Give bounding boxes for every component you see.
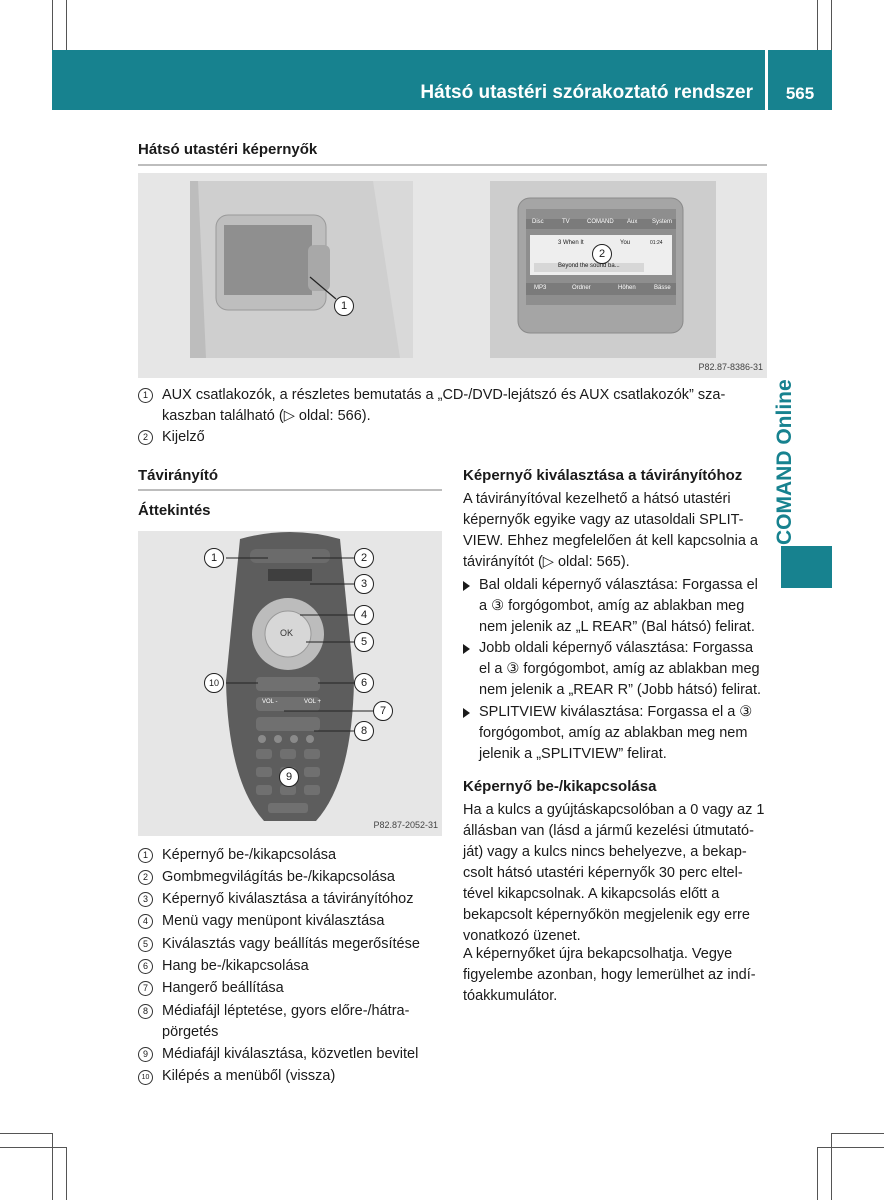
- text-line: forgógombot, amíg az ablakban meg nem: [479, 725, 748, 741]
- screen-tab: System: [652, 219, 673, 225]
- legend-item: [138, 934, 448, 955]
- legend-text: Hang be-/kikapcsolása: [162, 958, 309, 974]
- text-line: csolt hátsó utastéri képernyők 30 perc eltel-: [463, 865, 743, 881]
- callout-7: 7: [373, 701, 393, 721]
- legend-number: 7: [138, 981, 153, 996]
- legend-number: 8: [138, 1004, 153, 1019]
- side-tab-label: COMAND Online: [773, 379, 796, 545]
- screen-tab: TV: [562, 219, 570, 225]
- text-line: vonatkozó üzenet.: [463, 928, 581, 944]
- figure-code: P82.87-2052-31: [373, 820, 438, 830]
- crop-mark: [0, 1133, 52, 1134]
- legend-text: Médiafájl kiválasztása, közvetlen bevitel: [162, 1046, 419, 1062]
- text-line: Bal oldali képernyő választása: Forgassa el: [479, 577, 758, 593]
- screen-bottom-item: Höhen: [618, 285, 636, 291]
- text-line: Ha a kulcs a gyújtáskapcsolóban a 0 vagy az 1: [463, 802, 765, 818]
- legend-item: [138, 427, 438, 448]
- figure-code: P82.87-8386-31: [698, 362, 763, 372]
- screen-track: 3 When It: [558, 240, 584, 246]
- legend-text: Menü vagy menüpont kiválasztása: [162, 913, 385, 929]
- legend-item: [138, 385, 767, 427]
- screen-bottom-item: MP3: [534, 285, 547, 291]
- screen-track-suffix: You: [620, 240, 631, 246]
- section-heading: Hátsó utastéri képernyők: [138, 141, 318, 158]
- remote-illustration: [138, 531, 442, 836]
- text-line: A képernyőket újra bekapcsolhatja. Vegye: [463, 946, 733, 962]
- legend-text: Kilépés a menüből (vissza): [162, 1068, 336, 1084]
- callout-2: 2: [592, 244, 612, 264]
- legend-item: [138, 1001, 448, 1043]
- text-line: nem jelenik a „REAR R” (Jobb hátsó) felirat.: [479, 682, 762, 698]
- text-line: A távirányítóval kezelhető a hátsó utastéri: [463, 491, 731, 507]
- screen-tab: Aux: [627, 219, 638, 225]
- section-intro: [463, 489, 773, 573]
- text-line: távirányítót (▷ oldal: 565).: [463, 554, 630, 570]
- callout-8: 8: [354, 721, 374, 741]
- legend-number: 1: [138, 388, 153, 403]
- header-title: Hátsó utastéri szórakoztató rendszer: [420, 82, 753, 103]
- legend-text: Képernyő be-/kikapcsolása: [162, 847, 337, 863]
- legend-text: Médiafájl léptetése, gyors előre-/hátra-: [162, 1003, 410, 1019]
- screen-bottom-item: Ordner: [572, 285, 591, 291]
- text-line: tével kikapcsolnak. A kikapcsolás előtt a: [463, 886, 720, 902]
- legend-text: Hangerő beállítása: [162, 980, 284, 996]
- legend-item: [138, 911, 448, 932]
- legend-number: 2: [138, 870, 153, 885]
- text-line: képernyők egyike vagy az utasoldali SPLIT-: [463, 512, 744, 528]
- callout-5: 5: [354, 632, 374, 652]
- legend-text: kaszban található (▷ oldal: 566).: [162, 408, 371, 424]
- legend-item: [138, 1066, 448, 1087]
- heading-rule: [138, 164, 767, 166]
- crop-mark: [831, 1133, 832, 1200]
- screens-figure: [138, 173, 767, 378]
- callout-2: 2: [354, 548, 374, 568]
- legend-number: 3: [138, 892, 153, 907]
- legend-text: pörgetés: [162, 1024, 219, 1040]
- text-line: VIEW. Ehhez megfelelően át kell kapcsolnia a: [463, 533, 758, 549]
- legend-item: [138, 956, 448, 977]
- text-line: el a ③ forgógombot, amíg az ablakban meg: [479, 661, 760, 677]
- paragraph: [463, 944, 773, 1007]
- screen-tab: Disc: [532, 219, 544, 225]
- legend-text: Kiválasztás vagy beállítás megerősítése: [162, 936, 420, 952]
- text-line: Jobb oldali képernyő választása: Forgassa: [479, 640, 754, 656]
- legend-number: 6: [138, 959, 153, 974]
- legend-number: 9: [138, 1047, 153, 1062]
- heading-rule: [138, 489, 442, 491]
- crop-mark: [817, 1147, 818, 1200]
- bullet-item: [463, 575, 773, 638]
- section-heading: Képernyő be-/kikapcsolása: [463, 778, 657, 795]
- legend-number: 10: [138, 1070, 153, 1085]
- side-tab-marker: [781, 546, 832, 588]
- bullet-item: [463, 638, 773, 701]
- text-line: figyelembe azonban, hogy lemerülhet az indí-: [463, 967, 756, 983]
- legend-item: [138, 1044, 448, 1065]
- crop-mark: [831, 0, 832, 50]
- text-line: SPLITVIEW kiválasztása: Forgassa el a ③: [479, 704, 753, 720]
- screen-tab: COMAND: [587, 219, 614, 225]
- crop-mark: [52, 0, 53, 50]
- legend-number: 1: [138, 848, 153, 863]
- screen-time: 01:24: [650, 240, 663, 246]
- text-line: ját) vagy a kulcs nincs behelyezve, a bekap-: [463, 844, 747, 860]
- crop-mark: [66, 1147, 67, 1200]
- legend-text: Képernyő kiválasztása a távirányítóhoz: [162, 891, 414, 907]
- screen-bottom-item: Bässe: [654, 285, 671, 291]
- legend-item: [138, 889, 448, 910]
- callout-6: 6: [354, 673, 374, 693]
- bullet-arrow-icon: [463, 644, 470, 654]
- crop-mark: [817, 1147, 884, 1148]
- text-line: bekapcsolt képernyőkön megjelenik egy erre: [463, 907, 750, 923]
- remote-legend: [138, 845, 448, 1090]
- screens-illustration: [138, 173, 767, 378]
- section-heading: Távirányító: [138, 467, 219, 484]
- callout-10: 10: [204, 673, 224, 693]
- remote-vol-left: VOL -: [262, 699, 278, 705]
- legend-text: AUX csatlakozók, a részletes bemutatás a „CD-/DVD-lejátszó és AUX csatlakozók” sza-: [162, 387, 726, 403]
- legend-item: [138, 845, 448, 866]
- paragraph: [463, 800, 773, 947]
- crop-mark: [0, 1147, 66, 1148]
- legend-text: Gombmegvilágítás be-/kikapcsolása: [162, 869, 395, 885]
- bullet-item: [463, 702, 773, 765]
- bullet-arrow-icon: [463, 581, 470, 591]
- page-number: 565: [785, 84, 815, 103]
- legend-number: 2: [138, 430, 153, 445]
- header-bar: [52, 50, 765, 110]
- legend-item: [138, 978, 448, 999]
- section-heading: Képernyő kiválasztása a távirányítóhoz: [463, 467, 743, 484]
- text-line: tóakkumulátor.: [463, 988, 558, 1004]
- remote-vol-right: VOL +: [304, 699, 321, 705]
- remote-ok-label: OK: [280, 628, 294, 638]
- callout-1: 1: [334, 296, 354, 316]
- crop-mark: [66, 0, 67, 50]
- text-line: nem jelenik az „L REAR” (Bal hátsó) felirat.: [479, 619, 755, 635]
- callout-4: 4: [354, 605, 374, 625]
- callout-9: 9: [279, 767, 299, 787]
- subheading: Áttekintés: [138, 502, 211, 519]
- text-line: állásban van (lásd a jármű kezelési útmutató-: [463, 823, 754, 839]
- crop-mark: [817, 0, 818, 50]
- bullet-arrow-icon: [463, 708, 470, 718]
- crop-mark: [831, 1133, 884, 1134]
- legend-text: Kijelző: [162, 429, 205, 445]
- crop-mark: [52, 1133, 53, 1200]
- legend-number: 5: [138, 937, 153, 952]
- legend-item: [138, 867, 448, 888]
- text-line: a ③ forgógombot, amíg az ablakban meg: [479, 598, 745, 614]
- legend-number: 4: [138, 914, 153, 929]
- remote-figure: [138, 531, 442, 836]
- page-number-box: [768, 50, 832, 110]
- screen-row: Beyond the sound ba...: [558, 263, 620, 269]
- callout-1: 1: [204, 548, 224, 568]
- callout-3: 3: [354, 574, 374, 594]
- text-line: jelenik a „SPLITVIEW” felirat.: [479, 746, 667, 762]
